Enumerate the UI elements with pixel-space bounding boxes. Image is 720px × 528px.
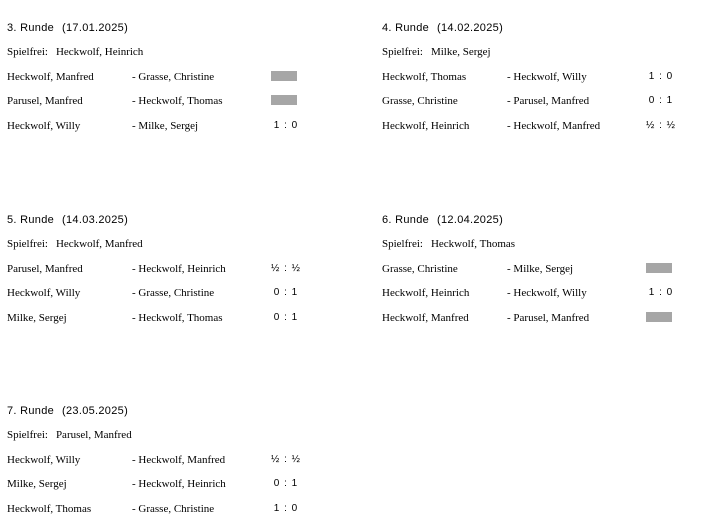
white-player: Heckwolf, Willy	[7, 454, 81, 466]
white-player: Heckwolf, Thomas	[382, 71, 467, 83]
white-player: Milke, Sergej	[7, 478, 67, 490]
white-player: Heckwolf, Willy	[7, 120, 81, 132]
round-title	[382, 22, 503, 34]
white-player: Heckwolf, Willy	[7, 287, 81, 299]
white-player: Grasse, Christine	[382, 263, 458, 275]
round-label: 7. Runde	[7, 405, 55, 417]
bye-label: Spielfrei:	[7, 46, 48, 58]
game-row	[382, 287, 712, 303]
round-label: 5. Runde	[7, 214, 55, 226]
pending-result-bar	[271, 71, 297, 81]
game-result: ½ : ½	[270, 454, 301, 465]
round-title	[7, 22, 128, 34]
round-date: (14.03.2025)	[62, 214, 129, 226]
black-player: - Milke, Sergej	[507, 263, 574, 275]
game-result: 1 : 0	[648, 71, 674, 82]
black-player: - Heckwolf, Manfred	[507, 120, 601, 132]
round-label: 6. Runde	[382, 214, 430, 226]
pending-result-bar	[271, 95, 297, 105]
black-player: - Grasse, Christine	[132, 287, 215, 299]
bye-line	[7, 429, 132, 441]
bye-player: Heckwolf, Thomas	[430, 238, 516, 250]
game-row	[7, 287, 337, 303]
bye-player: Heckwolf, Manfred	[55, 238, 143, 250]
white-player: Heckwolf, Manfred	[382, 312, 469, 324]
black-player: - Heckwolf, Heinrich	[132, 263, 226, 275]
black-player: - Heckwolf, Willy	[507, 71, 587, 83]
black-player: - Milke, Sergej	[132, 120, 199, 132]
game-row	[382, 312, 712, 328]
game-row	[7, 478, 337, 494]
black-player: - Grasse, Christine	[132, 71, 215, 83]
white-player: Heckwolf, Manfred	[7, 71, 94, 83]
game-row	[382, 95, 712, 111]
bye-line	[382, 238, 515, 250]
round-label: 4. Runde	[382, 22, 430, 34]
black-player: - Heckwolf, Thomas	[132, 312, 223, 324]
round-title	[382, 214, 503, 226]
game-result: ½ : ½	[645, 120, 676, 131]
game-result: 0 : 1	[273, 312, 299, 323]
pending-result-bar	[646, 312, 672, 322]
game-row	[7, 312, 337, 328]
game-row	[382, 71, 712, 87]
bye-label: Spielfrei:	[7, 238, 48, 250]
white-player: Milke, Sergej	[7, 312, 67, 324]
bye-line	[7, 238, 143, 250]
white-player: Grasse, Christine	[382, 95, 458, 107]
bye-label: Spielfrei:	[7, 429, 48, 441]
bye-line	[382, 46, 491, 58]
game-result: 0 : 1	[648, 95, 674, 106]
game-result: 1 : 0	[648, 287, 674, 298]
black-player: - Heckwolf, Willy	[507, 287, 587, 299]
bye-player: Heckwolf, Heinrich	[55, 46, 144, 58]
round-title	[7, 405, 128, 417]
round-date: (14.02.2025)	[437, 22, 504, 34]
game-row	[382, 263, 712, 279]
game-result: ½ : ½	[270, 263, 301, 274]
round-date: (23.05.2025)	[62, 405, 129, 417]
white-player: Heckwolf, Heinrich	[382, 120, 470, 132]
game-row	[382, 120, 712, 136]
game-row	[7, 454, 337, 470]
pending-result-bar	[646, 263, 672, 273]
black-player: - Parusel, Manfred	[507, 312, 590, 324]
game-result: 1 : 0	[273, 120, 299, 131]
black-player: - Heckwolf, Heinrich	[132, 478, 226, 490]
round-date: (12.04.2025)	[437, 214, 504, 226]
white-player: Parusel, Manfred	[7, 263, 83, 275]
bye-player: Parusel, Manfred	[55, 429, 132, 441]
bye-player: Milke, Sergej	[430, 46, 491, 58]
game-result: 1 : 0	[273, 503, 299, 514]
bye-line	[7, 46, 143, 58]
game-row	[7, 263, 337, 279]
white-player: Parusel, Manfred	[7, 95, 83, 107]
game-row	[7, 120, 337, 136]
game-row	[7, 71, 337, 87]
white-player: Heckwolf, Heinrich	[382, 287, 470, 299]
black-player: - Heckwolf, Manfred	[132, 454, 226, 466]
bye-label: Spielfrei:	[382, 238, 423, 250]
black-player: - Heckwolf, Thomas	[132, 95, 223, 107]
game-result: 0 : 1	[273, 478, 299, 489]
black-player: - Grasse, Christine	[132, 503, 215, 515]
game-result: 0 : 1	[273, 287, 299, 298]
white-player: Heckwolf, Thomas	[7, 503, 92, 515]
bye-label: Spielfrei:	[382, 46, 423, 58]
round-label: 3. Runde	[7, 22, 55, 34]
round-date: (17.01.2025)	[62, 22, 129, 34]
round-title	[7, 214, 128, 226]
game-row	[7, 503, 337, 519]
game-row	[7, 95, 337, 111]
black-player: - Parusel, Manfred	[507, 95, 590, 107]
